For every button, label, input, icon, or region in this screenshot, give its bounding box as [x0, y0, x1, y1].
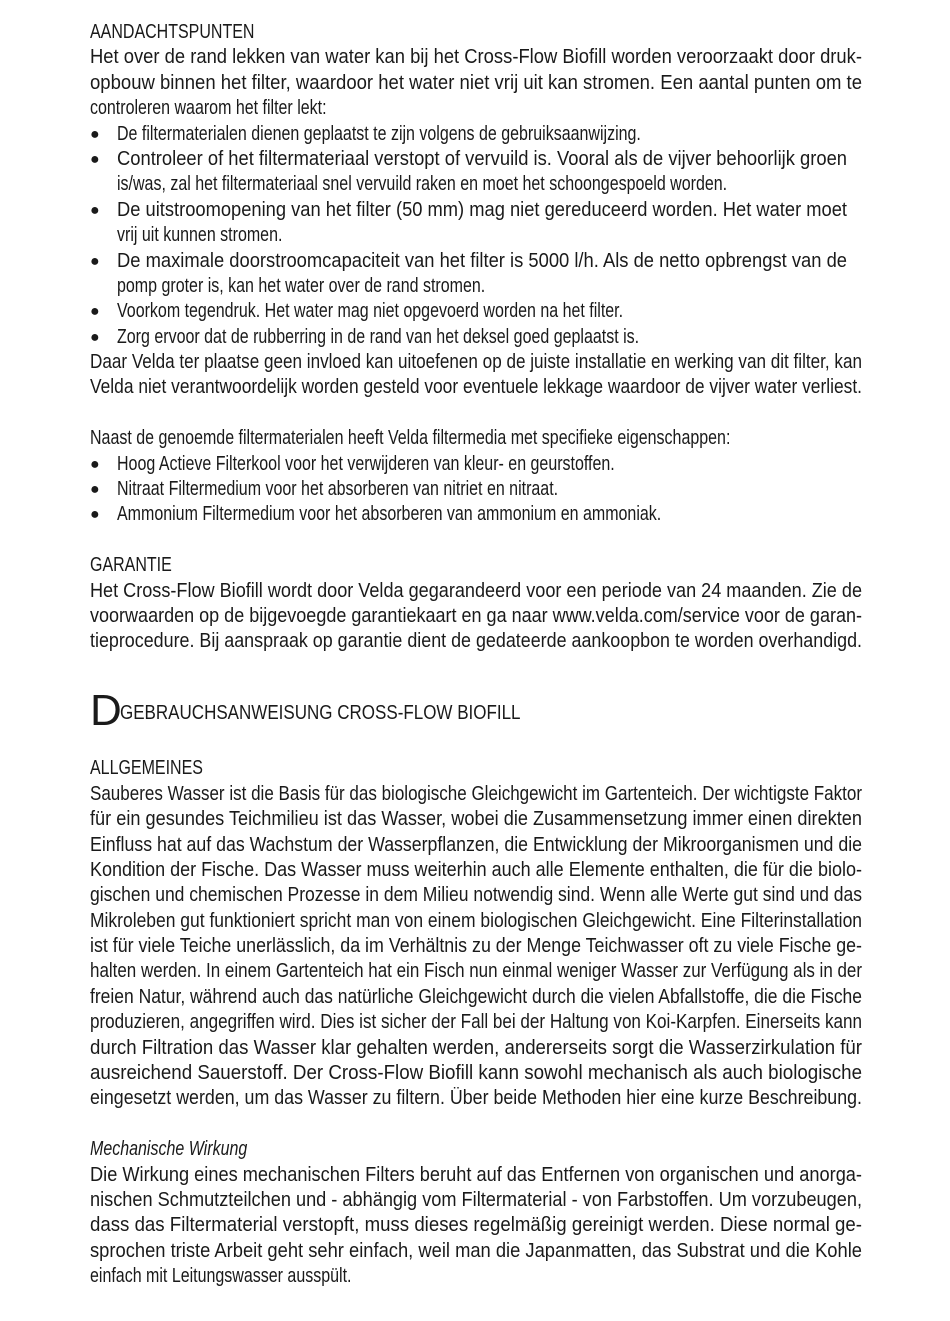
paragraph-line — [90, 350, 862, 375]
line-text: controleren waarom het filter lekt: — [90, 97, 327, 120]
paragraph-line — [90, 1188, 862, 1213]
line-text: De maximale doorstroomcapaciteit van het filter is 5000 l/h. Als de netto opbrengst van de — [117, 249, 847, 272]
line-text: Daar Velda ter plaatse geen invloed kan uitoefenen op de juiste installatie en werking van dit filter, kan — [90, 351, 862, 374]
line-text: voorwaarden op de bijgevoegde garantiekaart en ga naar www.velda.com/service voor de garan- — [90, 604, 862, 627]
bullet-icon: ● — [90, 328, 100, 346]
paragraph-line — [90, 858, 862, 883]
line-text: Het Cross-Flow Biofill wordt door Velda gegarandeerd voor een periode van 24 maanden. Zie de — [90, 579, 862, 602]
bullet-item-line — [90, 325, 862, 350]
bullet-item-line — [90, 172, 862, 197]
line-text: eingesetzt werden, um das Wasser zu filtern. Über beide Methoden hier eine kurze Beschreibung. — [90, 1087, 862, 1110]
line-text: für ein gesundes Teichmilieu ist das Wasser, wobei die Zusammensetzung immer einen direkten — [90, 808, 862, 831]
paragraph-line — [90, 71, 862, 96]
bullet-icon: ● — [90, 481, 100, 499]
bullet-item-line — [90, 223, 862, 248]
bullet-item-line — [90, 299, 862, 324]
line-text: gischen und chemischen Prozesse in dem Milieu notwendig sind. Wenn alle Werte gut sind und das — [90, 884, 862, 907]
line-text: Mikroleben gut funktioniert spricht man von einem biologischen Gleichgewicht. Eine Filterinstallation — [90, 909, 862, 932]
section-heading — [90, 20, 862, 45]
paragraph-line — [90, 629, 862, 654]
line-text: vrij uit kunnen stromen. — [117, 224, 283, 247]
line-text: dass das Filtermaterial verstopft, muss dieses regelmäßig gereinigt werden. Diese normal ge- — [90, 1214, 862, 1237]
line-text: Die Wirkung eines mechanischen Filters beruht auf das Entfernen von organischen und anorga- — [90, 1163, 862, 1186]
line-text: Velda niet verantwoordelijk worden gesteld voor eventuele lekkage waardoor de vijver water verliest. — [90, 376, 862, 399]
line-text: Einfluss hat auf das Wachstum der Wasserpflanzen, die Entwicklung der Mikroorganismen und die — [90, 833, 862, 856]
section-heading-d — [90, 655, 862, 757]
line-text: durch Filtration das Wasser klar gehalten werden, andererseits sorgt die Wasserzirkulation für — [90, 1036, 862, 1059]
line-text: Zorg ervoor dat de rubberring in de rand van het deksel goed geplaatst is. — [117, 325, 640, 348]
line-text: nischen Schmutzteilchen und - abhängig vom Filtermaterial - von Farbstoffen. Um vorzubeugen, — [90, 1189, 862, 1211]
paragraph-line — [90, 604, 862, 629]
document-page — [90, 20, 862, 1290]
bullet-item-line — [90, 198, 862, 223]
paragraph-line — [90, 1086, 862, 1111]
paragraph-line — [90, 426, 862, 451]
bullet-item-line — [90, 502, 862, 527]
paragraph-line — [90, 1213, 862, 1238]
line-text: sprochen triste Arbeit geht sehr einfach, weil man die Japanmatten, das Substrat und die Kohle — [90, 1239, 862, 1262]
language-letter: D — [90, 685, 122, 735]
paragraph-line — [90, 1061, 862, 1086]
line-text: Kondition der Fische. Das Wasser muss weiterhin auch alle Elemente enthalten, die für die biolo- — [90, 858, 862, 881]
bullet-item-line — [90, 122, 862, 147]
paragraph-line — [90, 45, 862, 70]
section-heading — [90, 756, 862, 781]
paragraph-line — [90, 96, 862, 121]
line-text: Sauberes Wasser ist die Basis für das biologische Gleichgewicht im Gartenteich. Der wichtigste Faktor — [90, 782, 862, 805]
bullet-icon: ● — [90, 125, 100, 143]
paragraph-line — [90, 1163, 862, 1188]
line-text: Nitraat Filtermedium voor het absorberen van nitriet en nitraat. — [117, 478, 559, 501]
bullet-icon: ● — [90, 303, 100, 321]
paragraph-line — [90, 985, 862, 1010]
paragraph-line — [90, 579, 862, 604]
paragraph-line — [90, 959, 862, 984]
line-text: De uitstroomopening van het filter (50 mm) mag niet gereduceerd worden. Het water moet — [117, 198, 847, 221]
line-text: ausreichend Sauerstoff. Der Cross-Flow Biofill kann sowohl mechanisch als auch biologische — [90, 1062, 862, 1085]
paragraph-line — [90, 375, 862, 400]
bullet-icon: ● — [90, 455, 100, 473]
line-text: Controleer of het filtermateriaal verstopt of vervuild is. Vooral als de vijver behoorlijk groen — [117, 147, 847, 170]
paragraph-line — [90, 909, 862, 934]
section-heading — [90, 553, 862, 578]
section-title: GEBRAUCHSANWEISUNG CROSS-FLOW BIOFILL — [120, 701, 521, 724]
line-text: Naast de genoemde filtermaterialen heeft Velda filtermedia met specifieke eigenschappen: — [90, 427, 731, 450]
paragraph-line — [90, 1239, 862, 1264]
paragraph-line — [90, 934, 862, 959]
line-text: ALLGEMEINES — [90, 757, 203, 780]
blank-line — [90, 401, 862, 426]
bullet-icon: ● — [90, 150, 100, 168]
paragraph-line — [90, 807, 862, 832]
line-text: Mechanische Wirkung — [90, 1138, 248, 1161]
line-text: tieprocedure. Bij aanspraak op garantie dient de gedateerde aankoopbon te worden overhandigd. — [90, 630, 862, 653]
bullet-item-line — [90, 249, 862, 274]
line-text: produzieren, angegriffen wird. Dies ist sicher der Fall bei der Haltung von Koi-Karpfen. Einerseits kann — [90, 1011, 862, 1034]
bullet-item-line — [90, 147, 862, 172]
paragraph-line — [90, 883, 862, 908]
line-text: Hoog Actieve Filterkool voor het verwijderen van kleur- en geurstoffen. — [117, 452, 615, 475]
line-text: Voorkom tegendruk. Het water mag niet opgevoerd worden na het filter. — [117, 300, 624, 323]
bullet-item-line — [90, 452, 862, 477]
line-text: opbouw binnen het filter, waardoor het water niet vrij uit kan stromen. Een aantal punten om te — [90, 71, 862, 94]
line-text: De filtermaterialen dienen geplaatst te zijn volgens de gebruiksaanwijzing. — [117, 122, 641, 145]
bullet-icon: ● — [90, 252, 100, 270]
line-text: halten werden. In einem Gartenteich hat ein Fisch nun einmal weniger Wasser zur Verfügung als in der — [90, 960, 862, 983]
bullet-item-line — [90, 477, 862, 502]
paragraph-line — [90, 782, 862, 807]
blank-line — [90, 1112, 862, 1137]
paragraph-line — [90, 1264, 862, 1289]
line-text: is/was, zal het filtermateriaal snel vervuild raken en moet het schoongespoeld worden. — [117, 173, 728, 196]
paragraph-line — [90, 1036, 862, 1061]
bullet-icon: ● — [90, 506, 100, 524]
bullet-item-line — [90, 274, 862, 299]
paragraph-line — [90, 833, 862, 858]
line-text: AANDACHTSPUNTEN — [90, 21, 255, 43]
line-text: Het over de rand lekken van water kan bij het Cross-Flow Biofill worden veroorzaakt door druk- — [90, 46, 862, 69]
subheading — [90, 1137, 862, 1162]
line-text: GARANTIE — [90, 554, 172, 577]
line-text: ist für viele Teiche unerlässlich, da im Verhältnis zu der Menge Teichwasser oft zu viele Fische ge- — [90, 935, 862, 958]
line-text: Ammonium Filtermedium voor het absorberen van ammonium en ammoniak. — [117, 503, 662, 526]
line-text: pomp groter is, kan het water over de rand stromen. — [117, 274, 486, 297]
paragraph-line — [90, 1010, 862, 1035]
blank-line — [90, 528, 862, 553]
bullet-icon: ● — [90, 201, 100, 219]
line-text: freien Natur, während auch das natürliche Gleichgewicht durch die vielen Abfallstoffe, die die Fische — [90, 985, 862, 1008]
line-text: einfach mit Leitungswasser ausspült. — [90, 1265, 352, 1288]
